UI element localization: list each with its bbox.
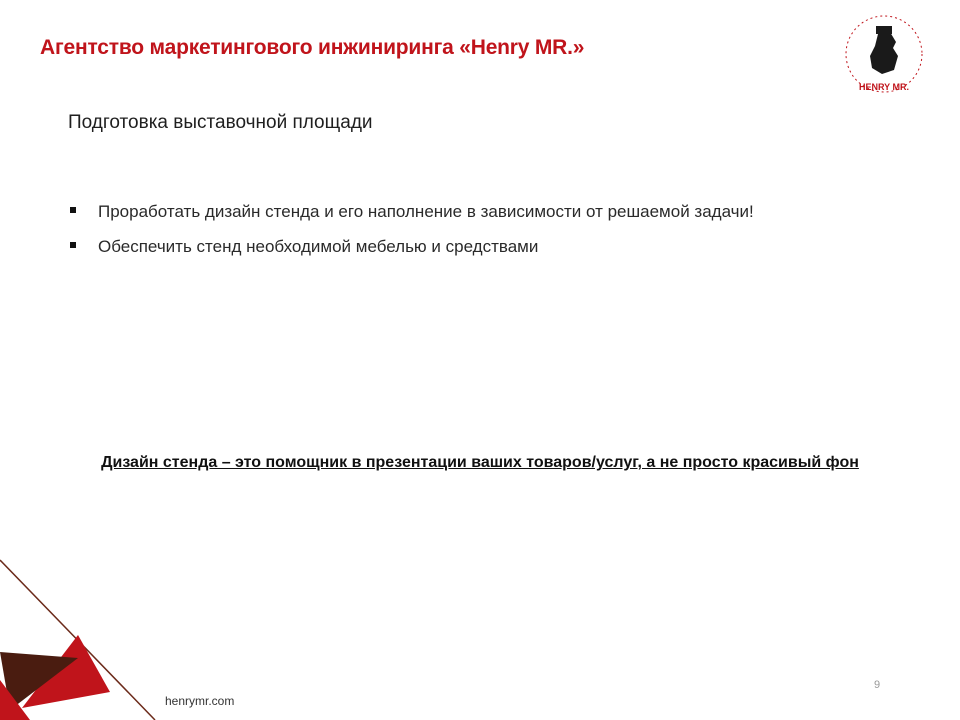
highlight-statement: Дизайн стенда – это помощник в презентации ваших товаров/услуг, а не просто красивый фон: [101, 454, 859, 471]
bullet-text: Проработать дизайн стенда и его наполнение в зависимости от решаемой задачи!: [98, 202, 754, 221]
company-logo: [838, 12, 930, 100]
bullet-item: [68, 229, 788, 264]
logo-text: HENRY MR.: [858, 82, 910, 92]
bullet-item: [68, 194, 788, 229]
bullet-list: [68, 194, 788, 264]
slide-number: 9: [874, 679, 881, 691]
section-subtitle: Подготовка выставочной площади: [68, 112, 373, 133]
footer-url: henrymr.com: [165, 694, 235, 708]
square-bullet-icon: [70, 242, 76, 248]
corner-decoration: [0, 540, 200, 720]
logo-silhouette-icon: [870, 32, 898, 74]
bullet-text: Обеспечить стенд необходимой мебелью и средствами: [98, 237, 539, 256]
slide-title: Агентство маркетингового инжиниринга «Henry MR.»: [40, 36, 585, 59]
square-bullet-icon: [70, 207, 76, 213]
